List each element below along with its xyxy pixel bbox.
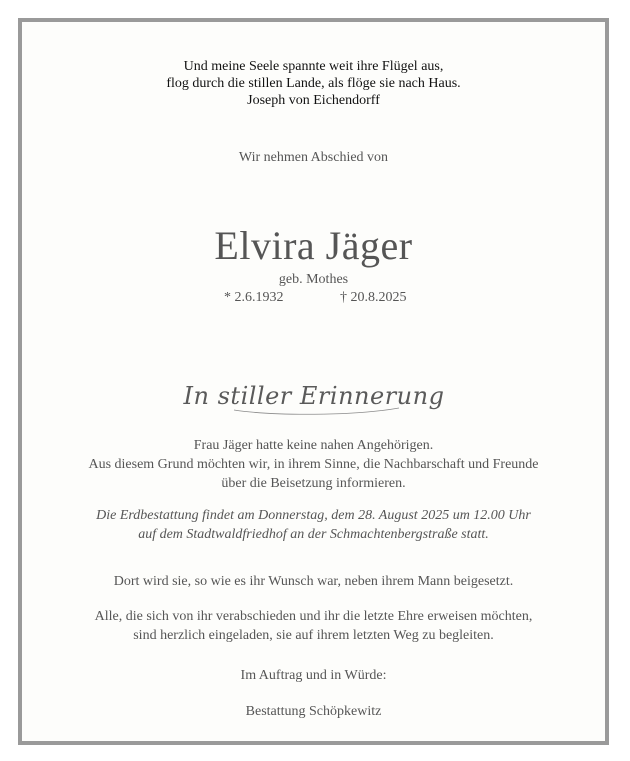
invitation-line-1: Alle, die sich von ihr verabschieden und ihr die letzte Ehre erweisen möchten, bbox=[94, 609, 533, 624]
death-date: † 20.8.2025 bbox=[340, 290, 407, 305]
wish-paragraph: Dort wird sie, so wie es ihr Wunsch war, neben ihrem Mann beigesetzt. bbox=[113, 574, 514, 589]
deceased-name: Elvira Jäger bbox=[214, 223, 413, 268]
memory-heading bbox=[22, 372, 605, 422]
relatives-line-2: Aus diesem Grund möchten wir, in ihrem Sinne, die Nachbarschaft und Freunde bbox=[88, 457, 539, 472]
quote-line-2: flog durch die stillen Lande, als flöge sie nach Haus. bbox=[166, 76, 461, 91]
undertaker-name: Bestattung Schöpkewitz bbox=[245, 704, 382, 719]
farewell-intro: Wir nehmen Abschied von bbox=[238, 150, 389, 165]
birth-date: * 2.6.1932 bbox=[224, 290, 284, 305]
relatives-paragraph bbox=[22, 436, 605, 493]
burial-line-1: Die Erdbestattung findet am Donnerstag, dem 28. August 2025 um 12.00 Uhr bbox=[96, 508, 531, 523]
burial-paragraph bbox=[22, 506, 605, 544]
quote-line-1: Und meine Seele spannte weit ihre Flügel aus, bbox=[183, 59, 444, 74]
poem-quote bbox=[22, 58, 605, 109]
relatives-line-1: Frau Jäger hatte keine nahen Angehörigen. bbox=[193, 438, 434, 453]
invitation-line-2: sind herzlich eingeladen, sie auf ihrem letzten Weg zu begleiten. bbox=[133, 628, 494, 643]
invitation-paragraph bbox=[22, 607, 605, 645]
relatives-line-3: über die Beisetzung informieren. bbox=[221, 476, 406, 491]
quote-author: Joseph von Eichendorff bbox=[247, 93, 380, 108]
memory-heading-text: In stiller Erinnerung bbox=[183, 382, 444, 410]
birth-name: geb. Mothes bbox=[278, 272, 349, 287]
life-dates bbox=[22, 290, 605, 310]
commission-line: Im Auftrag und in Würde: bbox=[240, 668, 387, 683]
burial-line-2: auf dem Stadtwaldfriedhof an der Schmachtenbergstraße statt. bbox=[138, 527, 489, 542]
obituary-card bbox=[18, 18, 609, 745]
memory-heading-script bbox=[183, 372, 444, 422]
